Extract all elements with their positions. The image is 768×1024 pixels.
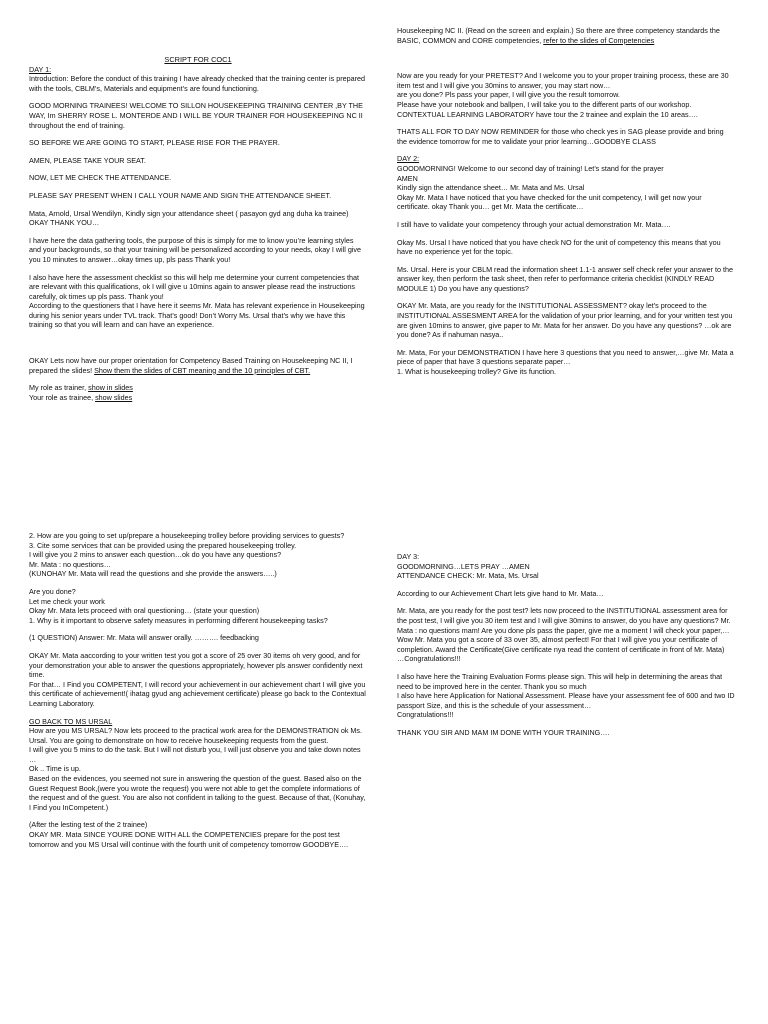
role-trainee-line <box>29 393 367 403</box>
competency-standards-paragraph <box>397 26 735 45</box>
role-trainer-text: My role as trainer, <box>29 383 89 393</box>
ursal-demonstration-paragraph: How are you MS URSAL? Now lets proceed to the practical work area for the DEMONSTRATION ok Ms. Ursal. You are going to demonstrate on how to receive housekeeping requests from the guest. I will give you 5 mins to do the task. But I will not disturb you, I will just observe you and take down notes … Ok .. Time is up. Based on the evidences, you seemed not sure in answering the question of the guest. Based also on the Guest Request Book,(were you wrote the request) you were not able to get the complete informations of the request and of the guest. You are also not confident in talking to the guest. Because of that, (Konuhay, I Find you InCompetent.) <box>29 726 366 812</box>
cblm-paragraph: Ms. Ursal. Here is your CBLM read the information sheet 1.1-1 answer self check refer your answer to the answer key, then perform the task sheet, then refer to performance criteria checklist (KINDLY READ MODULE 1) Do you have any questions? <box>397 264 733 293</box>
go-back-heading: GO BACK TO MS URSAL <box>29 716 113 726</box>
page-3-column <box>29 531 367 857</box>
role-trainer-line <box>29 383 367 393</box>
demonstration-paragraph: Mr. Mata, For your DEMONSTRATION I have here 3 questions that you need to answer,…give Mr. Mata a piece of paper that have 3 questions separate paper… 1. What is housekeeping trolley? Give its function. <box>397 347 734 377</box>
page-4-column <box>397 552 735 746</box>
trolley-questions-paragraph: 2. How are you going to set up/prepare a housekeeping trolley before providing services to guests? 3. Cite some services that can be provided using the prepared housekeeping trolley. I will give you 2 mins to answer each question…ok do you have any questions? Mr. Mata : no questions… (KUNOHAY Mr. Mata will read the questions and she provide the answers…..) <box>29 531 345 579</box>
post-test-paragraph: Mr. Mata, are you ready for the post test? lets now proceed to the INSTITUTIONAL assessment area for the post test, I will give you 30 item test and I will give 30mins to answer, do you have any questions? Mr. Mata : no questions mam! Are you done pls pass the paper, give me a moment I will check your paper,… Wow Mr. Mata you got a score of 33 over 35, almost perfect! For that I will give you your certificate of completion. Award the Certificate(Give certificate nya read the content of certificate in front of Mr. Mata) …Congratulations!!! <box>397 606 731 664</box>
oral-answer-line: (1 QUESTION) Answer: Mr. Mata will answer orally. ………. feedbacking <box>29 633 259 643</box>
attendance-line: NOW, LET ME CHECK THE ATTENDANCE. <box>29 173 172 183</box>
orientation-text: OKAY Lets now have our proper orientation for Competency Based Training on Housekeeping NC II, I prepared the slides! <box>29 356 353 375</box>
ursal-no-paragraph: Okay Ms. Ursal I have noticed that you have check NO for the unit of competency this means that you have no experience yet for the topic. <box>397 237 721 257</box>
pretest-paragraph: Now are you ready for your PRETEST? And I welcome you to your proper training process, these are 30 item test and I will give you 30mins to answer, you may start now… are you done? Pls pass your paper, I will give you the result tomorrow. Please have your notebook and ballpen, I will take you to the different parts of our workshop. CONTEXTUAL LEARNING LABORATORY have tour the 2 trainee and explain the 10 areas…. <box>397 71 729 119</box>
day-2-intro-paragraph: GOODMORNING! Welcome to our second day of training! Let’s stand for the prayer AMEN Kindly sign the attendance sheet… Mr. Mata and Ms. Ursal Okay Mr. Mata I have noticed that you have checked for the unit competency, I will get now your certificate. okay Thank you… get Mr. Mata the certificate… <box>397 163 702 212</box>
evaluation-paragraph: I also have here the Training Evaluation Forms please sign. This will help in determining the areas that need to be improved here in the center. Thank you so much I also have here Application for National Assessment. Please have your assessment fee of 600 and two ID passport Size, and this is the schedule of your assessment… Congratulations!!! <box>397 671 735 720</box>
script-title: SCRIPT FOR COC1 <box>164 55 232 64</box>
present-line: PLEASE SAY PRESENT WHEN I CALL YOUR NAME AND SIGN THE ATTENDANCE SHEET. <box>29 190 332 200</box>
welcome-paragraph: GOOD MORNING TRAINEES! WELCOME TO SILLON HOUSEKEEPING TRAINING CENTER ,BY THE WAY, Im SHERRY ROSE L. MONTERDE AND I WILL BE YOUR TRAINER FOR HOUSEKEEPING NC II throughout the end of training. <box>29 101 363 130</box>
achievement-chart-line: According to our Achievement Chart lets give hand to Mr. Mata… <box>397 588 604 598</box>
introduction-paragraph: Introduction: Before the conduct of this training I have already checked that the training center is prepared with the tools, CBLM’s, Materials and equipment’s are found functioning. <box>29 74 366 93</box>
names-paragraph: Mata, Arnold, Ursal Wendilyn, Kindly sign your attendance sheet ( pasayon gyd ang duha ka trainee) OKAY THANK YOU… <box>29 208 349 228</box>
validate-paragraph: I still have to validate your competency through your actual demonstration Mr. Mata…. <box>397 219 671 229</box>
amen-line: AMEN, PLEASE TAKE YOUR SEAT. <box>29 155 146 165</box>
prayer-line: SO BEFORE WE ARE GOING TO START, PLEASE RISE FOR THE PRAYER. <box>29 138 280 148</box>
role-trainee-text: Your role as trainee, <box>29 392 96 402</box>
institutional-assessment-paragraph: OKAY Mr. Mata, are you ready for the INSTITUTIONAL ASSESSMENT? okay let’s proceed to the INSTITUTIONAL ASSESMENT AREA for the validation of your prior learning, and for your written test you are given 10mins to answer, give paper to Mr. Mata for her answer. Do you have any questions? …ok are you done? As if nahuman nasya.. <box>397 301 733 340</box>
role-trainer-link: show in slides <box>88 383 133 393</box>
page-2-column <box>397 26 735 385</box>
role-trainee-link: show slides <box>95 392 133 402</box>
orientation-link: Show them the slides of CBT meaning and the 10 principles of CBT. <box>94 365 311 375</box>
assessment-checklist-paragraph: I also have here the assessment checklist so this will help me determine your current competencies that are relevant with this qualifications, ok I will give u 10mins again to answer please read the instructions carefully, ok times up pls pass. Thank you! According to the questioners that I have here it seems Mr. Mata has relevant experience in Housekeeping during his senior years under TVL track. That’s good! Don’t Worry Ms. Ursal that’s why we have this training so that you will learn and can have an experience. <box>29 272 365 330</box>
orientation-paragraph <box>29 356 367 375</box>
reminder-paragraph: THATS ALL FOR TO DAY NOW REMINDER for those who check yes in SAG please provide and bring the evidence tomorrow for me to validate your prior learning…GOODBYE CLASS <box>397 127 724 146</box>
page-1-column <box>29 55 367 410</box>
thank-you-line: THANK YOU SIR AND MAM IM DONE WITH YOUR TRAINING…. <box>397 727 610 737</box>
competency-slides-link: refer to the slides of Competencies <box>543 35 655 45</box>
data-gathering-paragraph: I have here the data gathering tools, the purpose of this is simply for me to know you’re learning styles and your backgrounds, so that your training will be personalized according to your needs, okay I will give you 10 minutes to answer…okay times up, pls pass Thank you! <box>29 235 362 264</box>
oral-questioning-paragraph: Are you done? Let me check your work Okay Mr. Mata lets proceed with oral questioning… (state your question) 1. Why is it important to observe safety measures in performing different housekeeping tasks? <box>29 586 328 625</box>
competent-paragraph: OKAY Mr. Mata aaccording to your written test you got a score of 25 over 30 items oh very good, and for your demonstration your able to answer the questions appropriately, however pls answer confidently next time. For that… I Find you COMPETENT, I will record your achievement in our achievement chart I will give you this certificate of achievement!( ihatag gyud ang achievement certificate) please go back to the Contextual Learning Laboratory. <box>29 650 366 708</box>
day-2-heading: DAY 2: <box>397 154 420 164</box>
day-1-heading: DAY 1: <box>29 64 52 74</box>
closing-paragraph: (After the lesting test of the 2 trainee) OKAY MR. Mata SINCE YOURE DONE WITH ALL the COMPETENCIES prepare for the post test tomorrow and you MS Ursal will continue with the fourth unit of competency tomorrow GOODBYE…. <box>29 820 349 849</box>
day-3-paragraph: DAY 3: GOODMORNING…LETS PRAY …AMEN ATTENDANCE CHECK: Mr. Mata, Ms. Ursal <box>397 552 539 581</box>
competency-standards-text: Housekeeping NC II. (Read on the screen and explain.) So there are three competency standards the BASIC, COMMON and CORE competencies, <box>397 26 720 45</box>
